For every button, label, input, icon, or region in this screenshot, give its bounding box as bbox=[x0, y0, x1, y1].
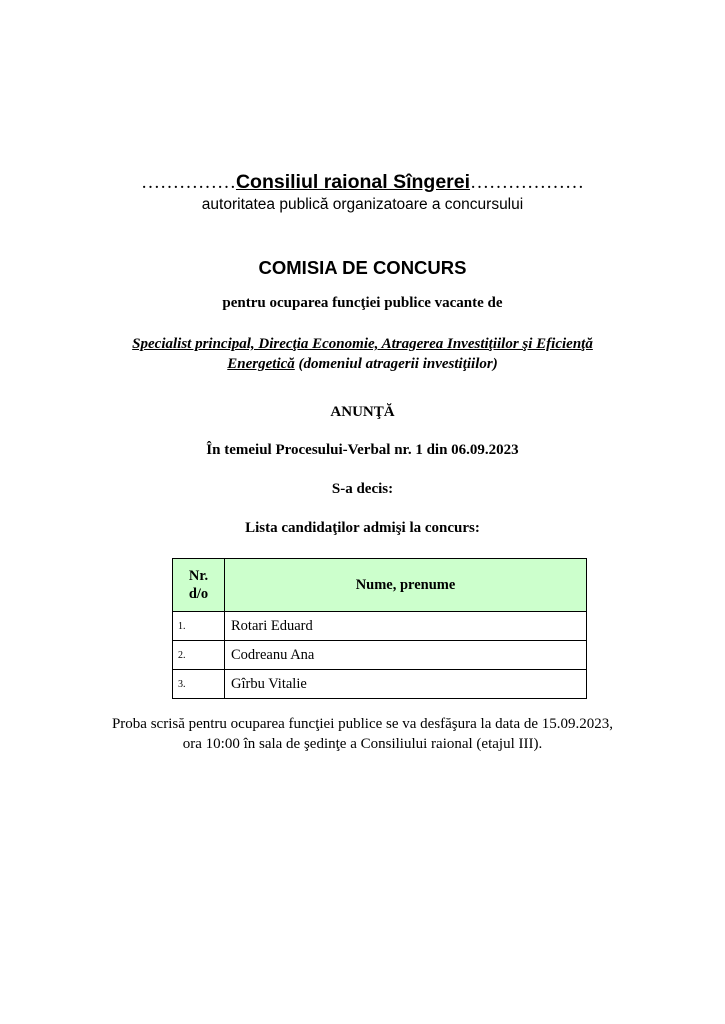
table-row bbox=[173, 612, 587, 641]
dots-left: …………… bbox=[140, 172, 236, 193]
table-header-row bbox=[173, 559, 587, 612]
organizer-line bbox=[0, 171, 725, 194]
position-line-2 bbox=[0, 354, 725, 374]
candidate-name: Gîrbu Vitalie bbox=[225, 670, 587, 699]
page-subtitle: pentru ocuparea funcţiei publice vacante de bbox=[222, 295, 503, 311]
position-line-1: Specialist principal, Direcţia Economie, Atragerea Investiţiilor şi Eficienţă bbox=[132, 336, 593, 352]
dots-right: ……………… bbox=[470, 172, 585, 193]
exam-note-line-1: Proba scrisă pentru ocuparea funcţiei publice se va desfăşura la data de 15.09.2023, bbox=[111, 716, 614, 732]
organizer-subtitle: autoritatea publică organizatoare a concursului bbox=[201, 196, 524, 213]
candidate-name: Codreanu Ana bbox=[225, 641, 587, 670]
row-number: 3. bbox=[173, 670, 225, 699]
header-nr bbox=[173, 559, 225, 612]
announce-heading: ANUNŢĂ bbox=[330, 404, 395, 420]
row-number: 1. bbox=[173, 612, 225, 641]
organizer-name: Consiliul raional Sîngerei bbox=[235, 171, 471, 193]
header-nr-line2: d/o bbox=[188, 586, 209, 602]
candidates-list-title: Lista candidaţilor admişi la concurs: bbox=[245, 520, 480, 536]
exam-note bbox=[0, 714, 725, 754]
candidate-name: Rotari Eduard bbox=[225, 612, 587, 641]
candidates-table bbox=[172, 558, 587, 699]
vacant-position bbox=[0, 334, 725, 374]
table-row bbox=[173, 670, 587, 699]
exam-note-line-2: ora 10:00 în sala de şedinţe a Consiliului raional (etajul III). bbox=[182, 736, 543, 752]
header-nr-line1: Nr. bbox=[188, 568, 209, 584]
position-line-2-underlined: Energetică bbox=[227, 356, 295, 372]
row-number: 2. bbox=[173, 641, 225, 670]
header-name: Nume, prenume bbox=[225, 559, 587, 612]
table-row bbox=[173, 641, 587, 670]
position-line-2-rest: (domeniul atragerii investiţiilor) bbox=[294, 356, 498, 372]
page-title: COMISIA DE CONCURS bbox=[258, 257, 467, 278]
decision-label: S-a decis: bbox=[331, 481, 394, 497]
legal-basis: În temeiul Procesului-Verbal nr. 1 din 06.09.2023 bbox=[206, 442, 519, 458]
